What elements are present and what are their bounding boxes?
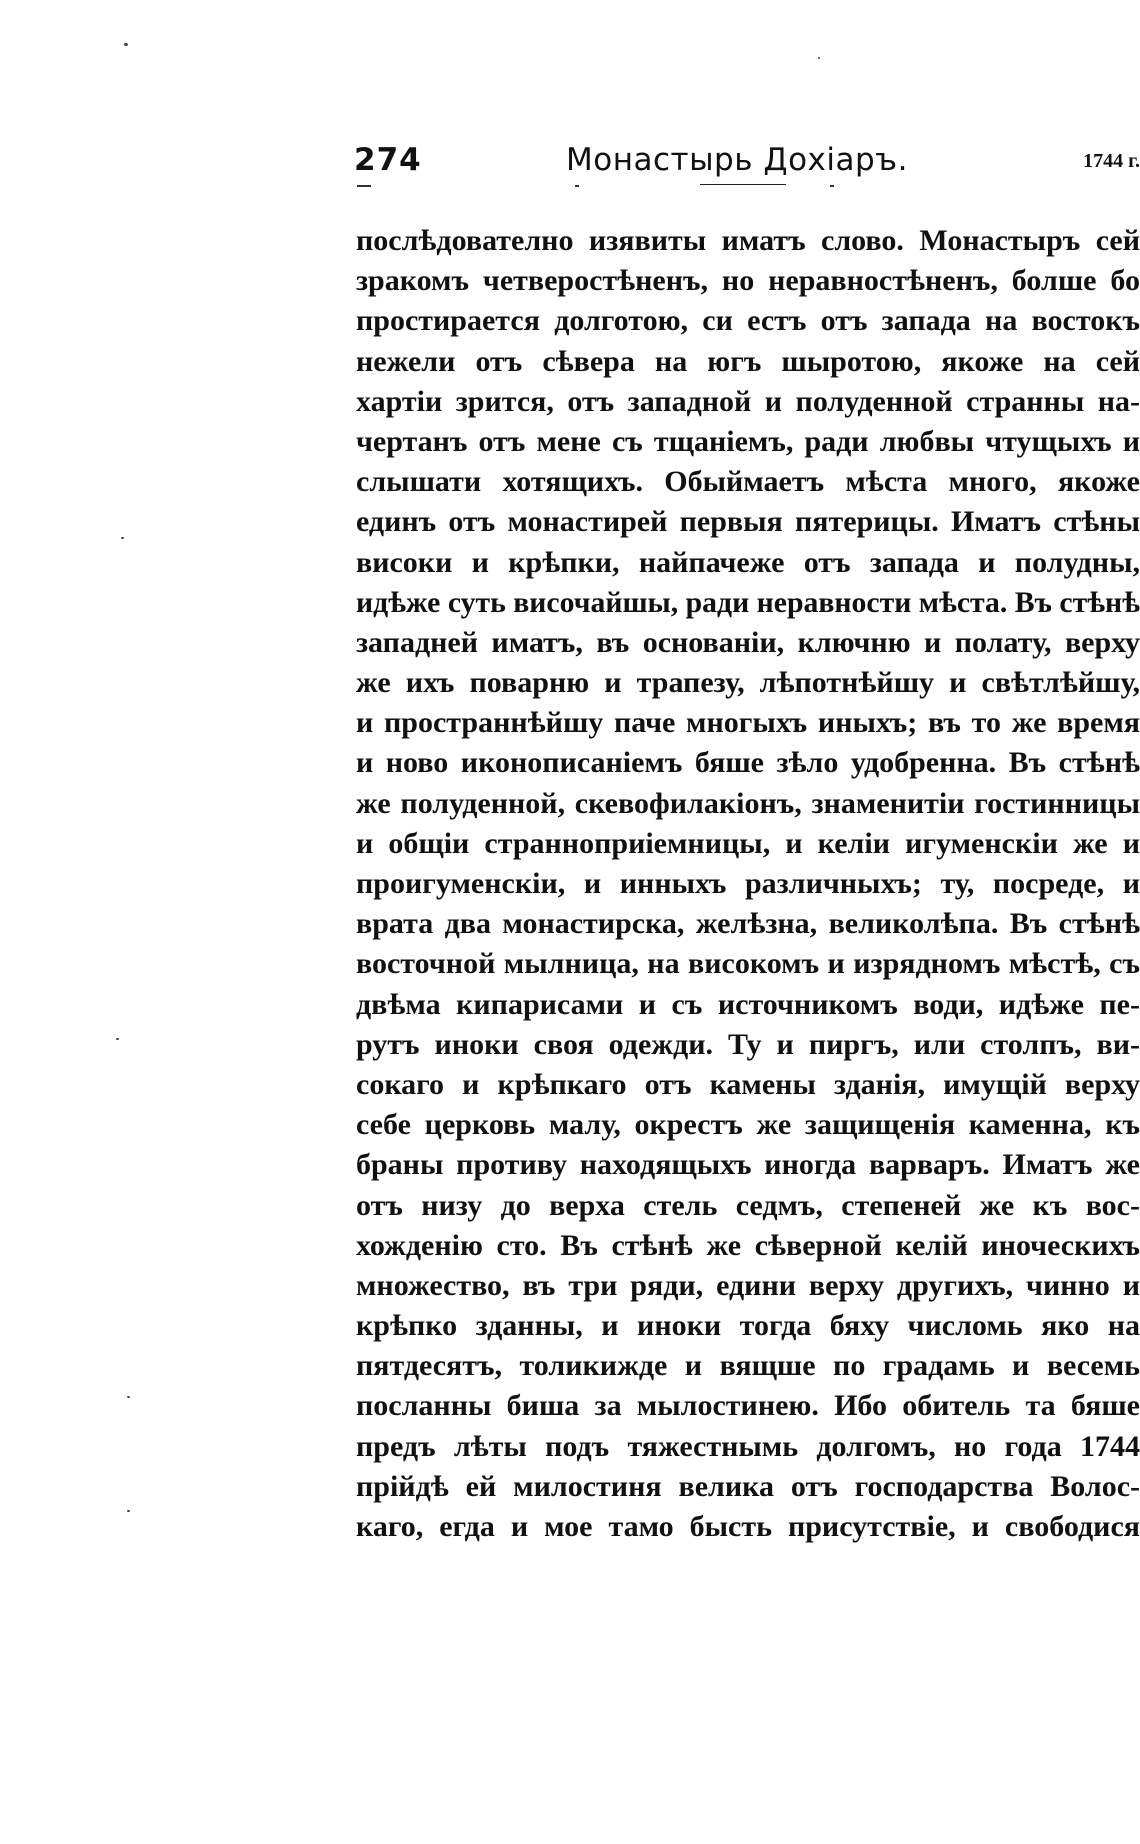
year-marginal-note: 1744 г. bbox=[1083, 150, 1140, 172]
text-line: чертанъ отъ мене съ тщаніемъ, ради любвы чтущыхъ и bbox=[356, 424, 1140, 458]
text-line: себе церковь малу, окрестъ же защищенія каменна, къ bbox=[356, 1108, 1140, 1142]
text-line: восточной мылница, на високомъ и изрядномъ мѣстѣ, съ bbox=[356, 947, 1140, 981]
page-header bbox=[354, 140, 1140, 190]
text-line: отъ низу до верха стель седмъ, степеней же къ вос- bbox=[356, 1188, 1140, 1222]
text-line: идѣже суть височайшы, ради неравности мѣста. Въ стѣнѣ bbox=[356, 586, 1140, 619]
header-dash-mark bbox=[575, 185, 579, 187]
text-line: западней иматъ, въ основаніи, ключню и полату, верху bbox=[356, 625, 1140, 659]
text-line: и пространнѣйшу паче многыхъ иныхъ; въ то же время bbox=[356, 706, 1140, 740]
text-line: слышати хотящихъ. Обыймаетъ мѣста много, якоже bbox=[356, 465, 1140, 499]
text-line: сокаго и крѣпкаго отъ камены зданія, имущій верху bbox=[356, 1067, 1140, 1101]
text-line: хартіи зрится, отъ западной и полуденной странны на- bbox=[356, 384, 1140, 418]
text-line: браны противу находящыхъ иногда варваръ. Иматъ же bbox=[356, 1148, 1140, 1182]
text-line: двѣма кипарисами и съ источникомъ води, идѣже пе- bbox=[356, 987, 1140, 1021]
text-line: високи и крѣпки, найпачеже отъ запада и полудны, bbox=[356, 545, 1140, 579]
header-dash-mark bbox=[357, 185, 371, 187]
text-line: и ново иконописаніемъ бяше зѣло удобренна. Въ стѣнѣ bbox=[356, 746, 1140, 780]
text-line: простирается долготою, си естъ отъ запада на востокъ bbox=[356, 304, 1140, 338]
text-line: зракомъ четверостѣненъ, но неравностѣненъ, болше бо bbox=[356, 264, 1140, 298]
text-line: пятдесятъ, толикижде и вящше по градамь и весемь bbox=[356, 1349, 1140, 1383]
text-line: проигуменскіи, и инныхъ различныхъ; ту, посреде, и bbox=[356, 867, 1140, 900]
text-line: рутъ иноки своя одежди. Ту и пиргъ, или столпъ, ви- bbox=[356, 1027, 1140, 1061]
text-line: врата два монастирска, желѣзна, великолѣпа. Въ стѣнѣ bbox=[356, 907, 1140, 941]
scan-speck bbox=[116, 1038, 119, 1040]
scan-speck bbox=[127, 1396, 130, 1398]
text-line: же ихъ поварню и трапезу, лѣпотнѣйшу и свѣтлѣйшу, bbox=[356, 666, 1140, 700]
running-title: Монастырь Дохіаръ. bbox=[566, 142, 908, 178]
text-line: каго, егда и мое тамо бысть присутствіе, и свободися bbox=[356, 1510, 1140, 1543]
text-line: посланны биша за мылостинею. Ибо обитель та бяше bbox=[356, 1389, 1140, 1423]
text-line: единъ отъ монастирей первыя пятерицы. Иматъ стѣны bbox=[356, 505, 1140, 539]
scan-speck bbox=[124, 43, 128, 46]
text-line: множество, въ три ряди, едини верху другихъ, чинно и bbox=[356, 1268, 1140, 1302]
body-text bbox=[356, 221, 1140, 1547]
page-number: 274 bbox=[354, 142, 422, 178]
text-line: и общіи странноприіемницы, и келіи игуменскіи же и bbox=[356, 826, 1140, 860]
header-rule bbox=[700, 184, 786, 185]
text-line: же полуденной, скевофилакіонъ, знаменитіи гостинницы bbox=[356, 786, 1140, 820]
text-line: послѣдователно изявиты иматъ слово. Монастыръ сей bbox=[356, 224, 1140, 257]
scan-speck bbox=[818, 57, 820, 59]
text-line: предъ лѣты подъ тяжестнымь долгомъ, но года 1744 bbox=[356, 1429, 1140, 1463]
text-line: крѣпко зданны, и иноки тогда бяху числомь яко на bbox=[356, 1309, 1140, 1343]
text-line: хожденію сто. Въ стѣнѣ же сѣверной келій иноческихъ bbox=[356, 1228, 1140, 1262]
text-line: прійдѣ ей милостиня велика отъ господарства Волос- bbox=[356, 1469, 1140, 1503]
text-line: нежели отъ сѣвера на югъ шыротою, якоже на сей bbox=[356, 344, 1140, 378]
header-dash-mark bbox=[830, 185, 834, 187]
scan-speck bbox=[121, 537, 124, 539]
scan-speck bbox=[127, 1510, 130, 1512]
